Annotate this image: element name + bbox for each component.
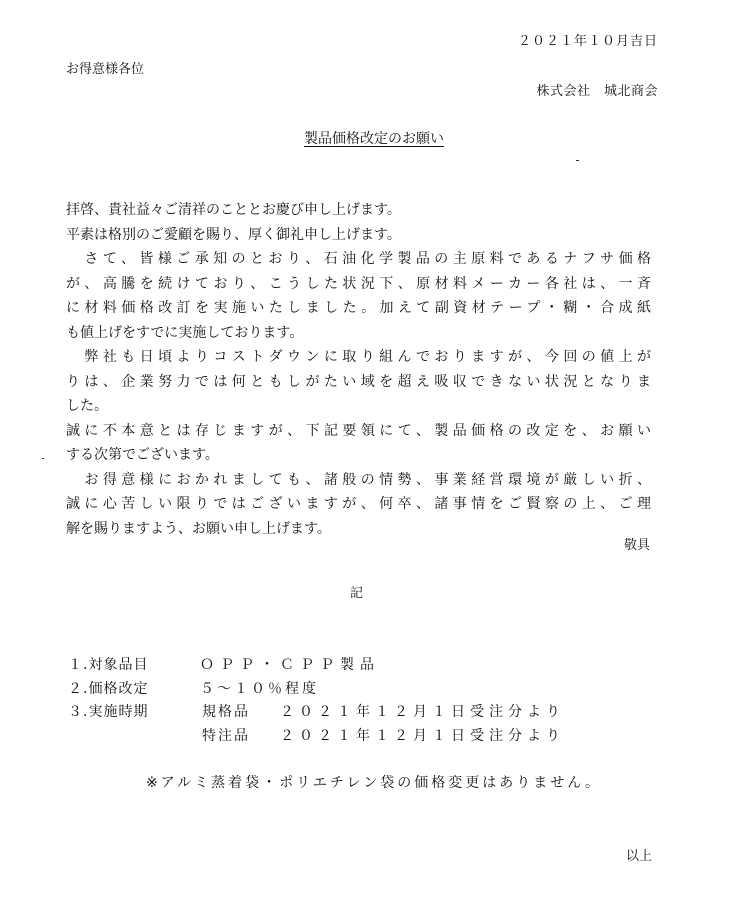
ki-heading: 記 [350,586,364,601]
body-line: りは、企業努力では何ともしがたい域を超え吸収できない状況となりま [66,373,651,390]
scan-speck [576,160,579,161]
body-line: 解を賜りますよう、お願い申し上げます。 [66,520,331,537]
body-line: した。 [66,398,108,414]
body-line: 誠に心苦しい限りではございますが、何卒、諸事情をご賢察の上、ご理 [66,496,651,512]
letter-date: ２０２１年１０月吉日 [517,34,658,49]
item-value: ＯＰＰ・ＣＰＰ製品 [200,657,380,673]
body-line: さて、皆様ご承知のとおり、石油化学製品の主原料であるナフサ価格 [66,251,651,267]
scan-speck [42,458,44,459]
recipient: お得意様各位 [66,62,145,77]
item-label: １.対象品目 [68,657,149,673]
closing-phrase: 敬具 [623,538,650,553]
item-sub-value: ２０２１年１２月１日受注分より [280,704,565,720]
item-sub-label: 特注品 [202,727,250,744]
body-line: お得意様におかれましても、諸般の情勢、事業経営環境が厳しい折、 [66,471,651,488]
sender-company: 株式会社 城北商会 [536,84,658,99]
note-text: ※アルミ蒸着袋・ポリエチレン袋の価格変更はありません。 [145,775,603,791]
body-line: 拝啓、貴社益々ご清祥のこととお慶び申し上げます。 [66,202,401,218]
body-line: が、高騰を続けており、こうした状況下、原材料メーカー各社は、一斉 [66,275,651,292]
body-line: 平素は格別のご愛顧を賜り、厚く御礼申し上げます。 [66,226,401,243]
body-line: に材料価格改訂を実施いたしました。加えて副資材テープ・糊・合成紙 [66,300,651,316]
end-mark: 以上 [625,849,652,864]
letter-body [66,198,651,541]
body-line: も値上げをすでに実施しております。 [66,324,304,341]
body-line: 誠に不本意とは存じますが、下記要領にて、製品価格の改定を、お願い [66,422,651,439]
item-sub-label: 規格品 [202,704,250,720]
body-line: 弊社も日頃よりコストダウンに取り組んでおりますが、今回の値上が [66,349,651,365]
document-title: 製品価格改定のお願い [304,131,444,147]
document-title-row [0,128,748,148]
item-label: ３.実施時期 [68,704,149,720]
item-label: ２.価格改定 [68,680,149,697]
body-line: する次第でございます。 [66,447,219,463]
item-sub-value: ２０２１年１２月１日受注分より [280,727,565,744]
item-value: ５～１０％程度 [200,680,319,697]
